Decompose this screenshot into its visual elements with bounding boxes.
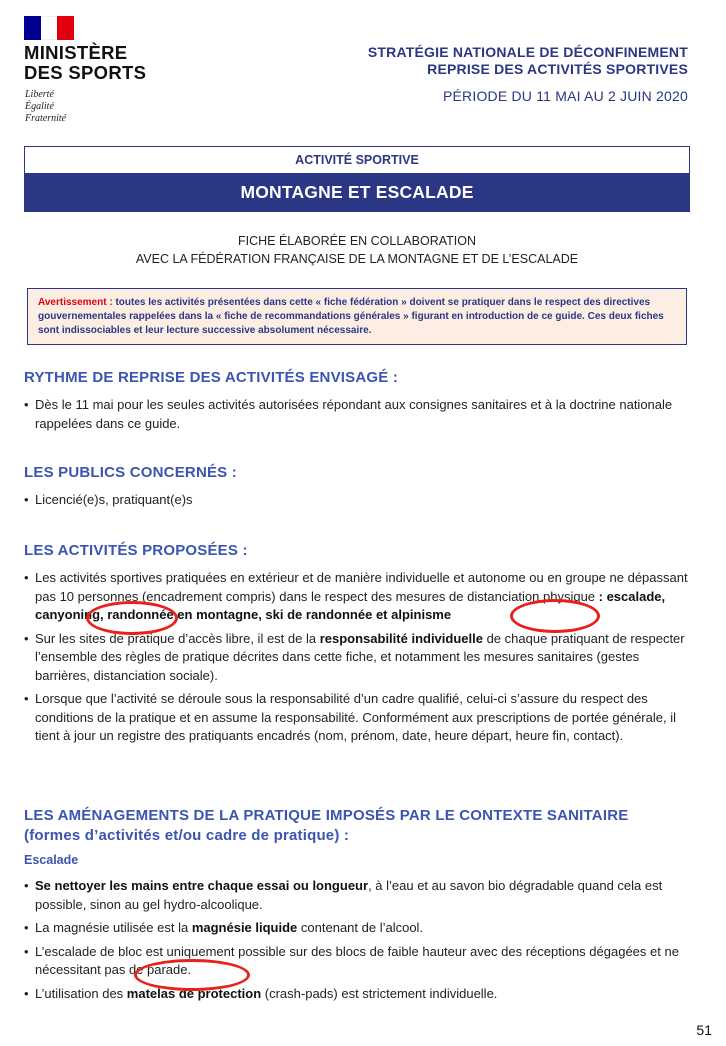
french-flag-logo: [24, 16, 74, 40]
motto-liberte: Liberté: [25, 89, 54, 100]
activities-text: Les activités sportives pratiquées en extérieur et de manière individuelle et autonome ou en groupe ne dépassant pas 10 personnes (encadrement compris) dans le respect des mesures de distanciation physique: [35, 570, 688, 604]
warning-text: toutes les activités présentées dans cette « fiche fédération » doivent se pratiquer dans le respect des directives gouvernementales rappelées dans la « fiche de recommandations générales » figurant en introduction de ce guide. Ces deux fiches sont indissociables et leur lecture successive absolument nécessaire.: [38, 297, 664, 336]
free-access-text-a: Sur les sites de pratique d’accès libre, il est de la: [35, 630, 320, 646]
free-access-text-b: de chaque pratiquant de respecter l’ensemble des règles de pratique décrites dans cette fiche, et notamment les mesures sanitaires (gestes barrières, distanciation sociale).: [35, 630, 685, 683]
strategy-subtitle: REPRISE DES ACTIVITÉS SPORTIVES: [427, 61, 688, 77]
list-item: • L’escalade de bloc est uniquement possible sur des blocs de faible hauteur avec des réceptions dégagées et ne nécessitant pas de parade.: [24, 943, 696, 980]
list-item: [24, 630, 696, 686]
activities-list-bold: : escalade, canyoning, randonnée en montagne, ski de randonnée et alpinisme: [35, 588, 666, 622]
period-label: PÉRIODE DU 11 MAI AU 2 JUIN 2020: [442, 88, 688, 104]
list-item: • Licencié(e)s, pratiquant(e)s: [24, 491, 696, 510]
document-heading: [368, 44, 688, 105]
chalk-text-b: contenant de l’alcool.: [297, 920, 424, 935]
page-header: [0, 0, 726, 140]
liquid-chalk-bold: magnésie liquide: [191, 920, 298, 935]
republic-motto: [25, 89, 66, 125]
amenagements-title-line-2: (formes d’activités et/ou cadre de pratique) :: [24, 827, 350, 844]
wash-hands-text: , à l’eau et au savon bio dégradable quand cela est possible, sinon au gel hydro-alcoolique.: [35, 878, 663, 912]
list-item: • Lorsque que l’activité se déroule sous la responsabilité d’un cadre qualifié, celui-ci s’assure du respect des conditions de la pratique et en assume la responsabilité. Conformément aux prescriptions de portée générale, il tient à jour un registre des pratiquants encadrés (nom, prénom, date, heure départ, heure fin, contact).: [24, 690, 696, 746]
activites-list: [24, 569, 696, 751]
crashpad-text-a: L’utilisation des: [35, 985, 127, 1001]
list-item: [24, 985, 696, 1004]
list-item: [24, 919, 696, 938]
section-title-activites: LES ACTIVITÉS PROPOSÉES :: [24, 542, 248, 559]
collaboration-line-1: FICHE ÉLABORÉE EN COLLABORATION: [237, 234, 477, 248]
list-item: • Dès le 11 mai pour les seules activités autorisées répondant aux consignes sanitaires et à la doctrine nationale rappelées dans ce guide.: [24, 396, 696, 433]
section-title-rythme: RYTHME DE REPRISE DES ACTIVITÉS ENVISAGÉ :: [24, 369, 399, 386]
amenagements-title-line-1: LES AMÉNAGEMENTS DE LA PRATIQUE IMPOSÉS PAR LE CONTEXTE SANITAIRE: [24, 807, 629, 824]
warning-label: Avertissement :: [38, 297, 113, 308]
page-number: 51: [696, 1022, 712, 1038]
strategy-title: STRATÉGIE NATIONALE DE DÉCONFINEMENT: [367, 44, 688, 60]
crashpad-text-b: (crash-pads) est strictement individuelle.: [261, 985, 498, 1001]
motto-egalite: Égalité: [25, 101, 54, 112]
wash-hands-bold: Se nettoyer les mains entre chaque essai ou longueur: [35, 878, 369, 893]
subsection-escalade: Escalade: [24, 853, 79, 867]
publics-list: [24, 491, 696, 515]
ministry-line-2: DES SPORTS: [24, 62, 147, 83]
sport-title-box: [24, 146, 690, 212]
warning-box: [27, 288, 687, 345]
crashpad-bold: matelas de protection: [126, 985, 262, 1001]
sport-category: ACTIVITÉ SPORTIVE: [295, 153, 419, 167]
collaboration-line-2: AVEC LA FÉDÉRATION FRANÇAISE DE LA MONTAGNE ET DE L’ESCALADE: [135, 252, 579, 266]
section-title-amenagements: [24, 806, 628, 846]
ministry-name: [24, 43, 146, 83]
individual-responsibility: responsabilité individuelle: [319, 630, 483, 646]
ministry-line-1: MINISTÈRE: [24, 42, 128, 63]
chalk-text-a: La magnésie utilisée est la: [35, 920, 192, 935]
list-item: [24, 877, 696, 914]
collaboration-note: [24, 232, 690, 268]
escalade-list: [24, 877, 696, 1008]
section-title-publics: LES PUBLICS CONCERNÉS :: [24, 464, 237, 481]
list-item: [24, 569, 696, 625]
sport-title: MONTAGNE ET ESCALADE: [25, 173, 689, 211]
motto-fraternite: Fraternité: [25, 113, 67, 124]
rythme-list: [24, 396, 696, 438]
